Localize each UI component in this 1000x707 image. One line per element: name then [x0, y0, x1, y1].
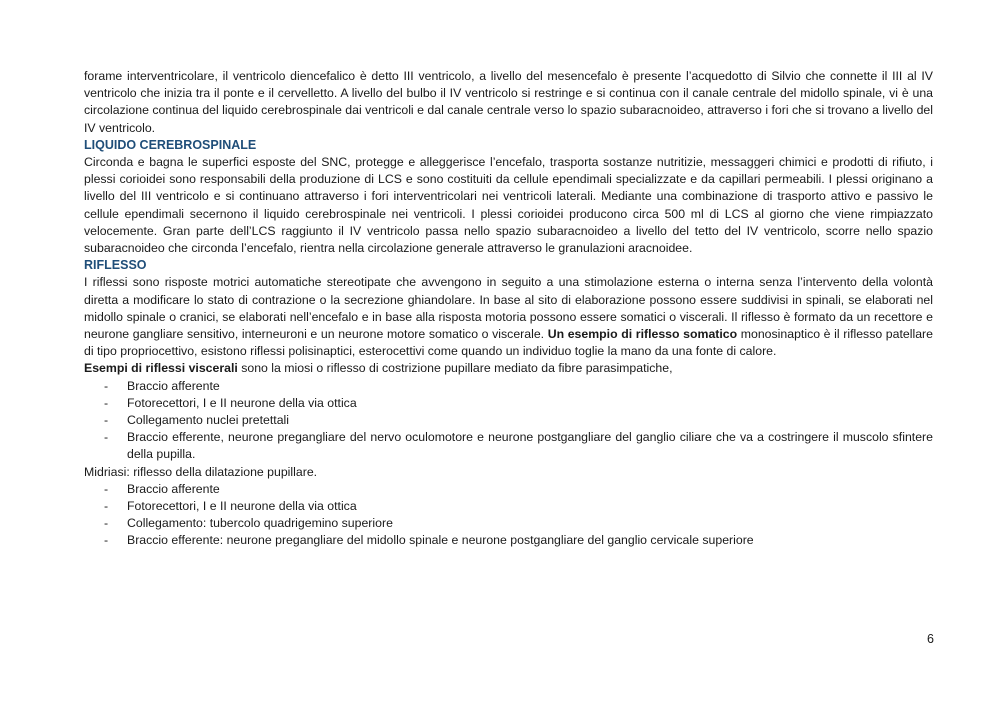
page-number: 6 — [927, 632, 934, 646]
somatic-example-bold: Un esempio di riflesso somatico — [547, 327, 738, 342]
visceral-paragraph — [84, 360, 933, 377]
list-item: - Braccio afferente — [84, 378, 933, 395]
intro-paragraph: forame interventricolare, il ventricolo diencefalico è detto III ventricolo, a livello del mesencefalo è presente l’acquedotto di Silvio che connette il III al IV ventricolo che inizia tra il ponte e il cervelletto. A livello del bulbo il IV ventricolo si restringe e si continua con il canale centrale del midollo spinale, vi è una circolazione continua del liquido cerebrospinale dai ventricoli e dal canale centrale verso lo spazio subaracnoideo, attraverso i fori che si trovano a livello del IV ventricolo. — [84, 69, 933, 135]
lcs-paragraph: Circonda e bagna le superfici esposte del SNC, protegge e alleggerisce l’encefalo, trasporta sostanze nutritizie, messaggeri chimici e prodotti di rifiuto, i plessi corioidei sono responsabili della produzione di LCS e sono costituiti da cellule ependimali specializzate e da capillari permeabili. I plessi originano a livello del III ventricolo e si continuano attraverso i fori interventricolari nei ventricoli laterali. Mediante una combinazione di trasporto attivo e passivo le cellule ependimali secernono il liquido cerebrospinale nei ventricoli. I plessi corioidei producono circa 500 ml di LCS al giorno che viene rimpiazzato velocemente. Gran parte dell’LCS raggiunto il IV ventricolo passa nello spazio subaracnoideo a livello del tetto del IV ventricolo, scorre nello spazio subaracnoideo che circonda l’encefalo, rientra nella circolazione generale attraverso le granulazioni aracnoidee. — [84, 155, 933, 256]
miosis-list — [84, 378, 933, 464]
page-content — [84, 68, 933, 550]
list-item: - Braccio efferente: neurone pregangliare del midollo spinale e neurone postgangliare del ganglio cervicale superiore — [84, 532, 933, 549]
list-item: - Fotorecettori, I e II neurone della via ottica — [84, 395, 933, 412]
visceral-label-bold: Esempi di riflessi viscerali — [84, 361, 238, 376]
section-heading-lcs: LIQUIDO CEREBROSPINALE — [84, 137, 257, 152]
list-item: - Collegamento nuclei pretettali — [84, 412, 933, 429]
reflex-text: I riflessi sono risposte motrici automatiche stereotipate che avvengono in seguito a una stimolazione esterna o interna senza l’intervento della volontà diretta a modificare lo stato di contrazione o la secrezione ghiandolare. In base al sito di elaborazione possono essere suddivisi in spinali, se elaborati nel midollo spinale o cranici, se elaborati nell’encefalo e in base alla risposta motoria possono essere somatici o viscerali. Il riflesso è formato da un recettore e neurone gangliare sensitivo, interneuroni e un neurone motore somatico o viscerale. — [84, 275, 933, 342]
visceral-text: sono la miosi o riflesso di costrizione pupillare mediato da fibre parasimpatiche, — [237, 361, 673, 376]
list-item: - Braccio afferente — [84, 481, 933, 498]
mydriasis-paragraph: Midriasi: riflesso della dilatazione pupillare. — [84, 464, 318, 479]
list-item: - Braccio efferente, neurone pregangliare del nervo oculomotore e neurone postgangliare del ganglio ciliare che va a costringere il muscolo sfintere della pupilla. — [84, 429, 933, 463]
list-item: - Fotorecettori, I e II neurone della via ottica — [84, 498, 933, 515]
section-heading-riflesso: RIFLESSO — [84, 258, 147, 273]
somatic-example-text: monosinaptico è il riflesso patellare di tipo propriocettivo, esistono riflessi polisinaptici, esterocettivi come quando un individuo toglie la mano da una fonte di calore. — [84, 327, 933, 359]
reflex-paragraph — [84, 274, 933, 360]
list-item: - Collegamento: tubercolo quadrigemino superiore — [84, 515, 933, 532]
mydriasis-list — [84, 481, 933, 550]
